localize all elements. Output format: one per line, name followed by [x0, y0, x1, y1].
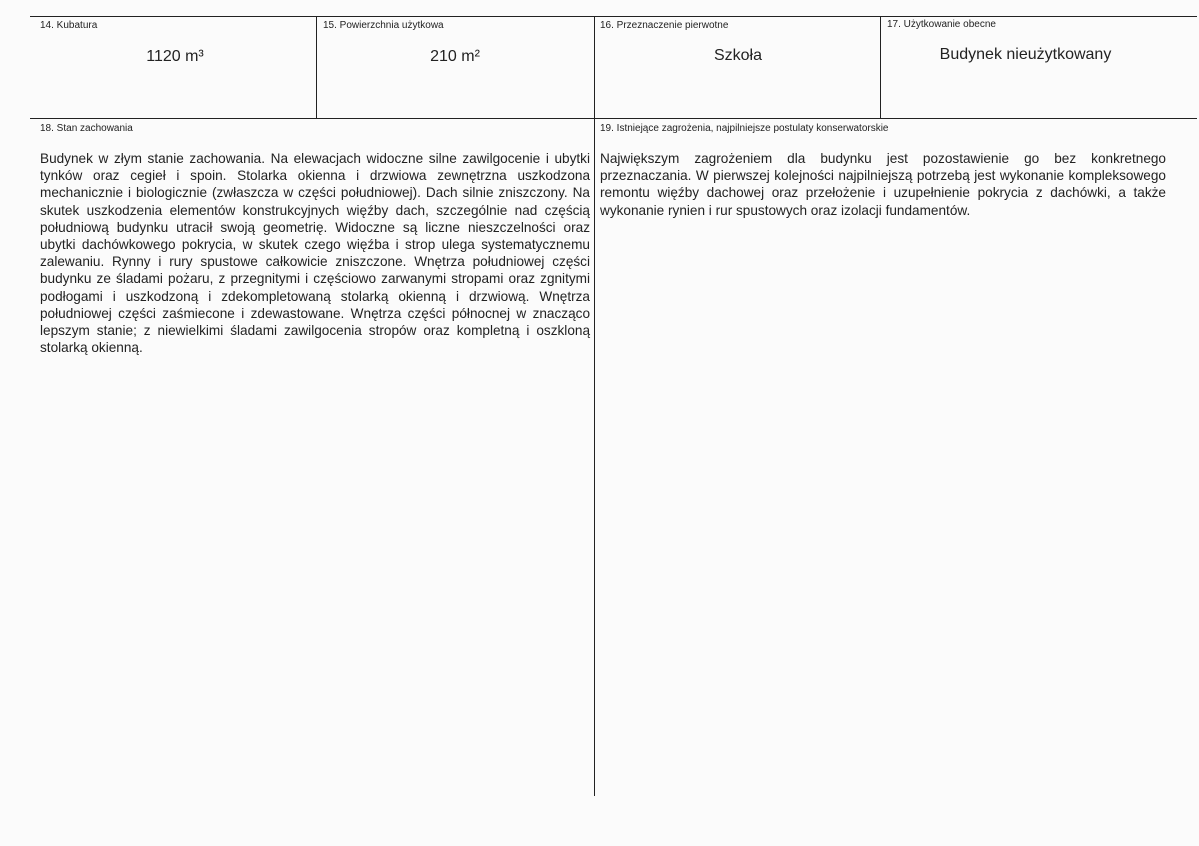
column-divider-main [594, 16, 595, 796]
field-label-zagrozenia: 19. Istniejące zagrożenia, najpilniejsze postulaty konserwatorskie [600, 123, 889, 134]
field-label-powierzchnia: 15. Powierzchnia użytkowa [323, 20, 444, 31]
field-label-stan: 18. Stan zachowania [40, 123, 133, 134]
field-label-kubatura: 14. Kubatura [40, 20, 98, 31]
top-border-line [30, 16, 1197, 17]
row-divider-line [30, 118, 1197, 119]
field-label-uzytkowanie: 17. Użytkowanie obecne [887, 19, 996, 30]
column-divider-14-15 [316, 16, 317, 118]
field-label-przeznaczenie: 16. Przeznaczenie pierwotne [600, 20, 729, 31]
column-divider-16-17 [880, 16, 881, 118]
field-value-kubatura: 1120 m³ [146, 48, 204, 65]
field-text-zagrozenia: Największym zagrożeniem dla budynku jest pozostawienie go bez konkretnego przeznaczania. W pierwszej kolejności najpilniejszą potrzebą jest wykonanie kompleksowego remontu więźby dachowej oraz przełożenie i uzupełnienie pokrycia z dachówki, a także wykonanie rynien i rur spustowych oraz izolacji fundamentów. [600, 151, 1166, 218]
field-value-powierzchnia: 210 m² [430, 48, 480, 65]
field-value-przeznaczenie: Szkoła [713, 47, 763, 64]
field-value-uzytkowanie: Budynek nieużytkowany [939, 46, 1112, 63]
field-text-stan: Budynek w złym stanie zachowania. Na elewacjach widoczne silne zawilgocenie i ubytki tynków oraz cegieł i spoin. Stolarka okienna i drzwiowa zewnętrzna uszkodzona mechanicznie i biologicznie (zwłaszcza w części południowej). Dach silnie zniszczony. Na skutek uszkodzenia elementów konstrukcyjnych więźby dach, szczególnie nad częścią południową budynku utracił swoją geometrię. Widoczne są liczne nieszczelności oraz ubytki dachówkowego pokrycia, w skutek czego więźba i strop ulega systematycznemu zalewaniu. Rynny i rury spustowe całkowicie zniszczone. Wnętrza południowej części budynku ze śladami pożaru, z przegnitymi i częściowo zarwanymi stropami oraz zgnitymi podłogami i uszkodzoną i zdekompletowaną stolarką okienną i drzwiową. Wnętrza południowej części zaśmiecone i zdewastowane. Wnętrza części północnej w znacząco lepszym stanie; z niewielkimi śladami zawilgocenia stropów oraz kompletną i oszkloną stolarką okienną. [40, 151, 590, 356]
